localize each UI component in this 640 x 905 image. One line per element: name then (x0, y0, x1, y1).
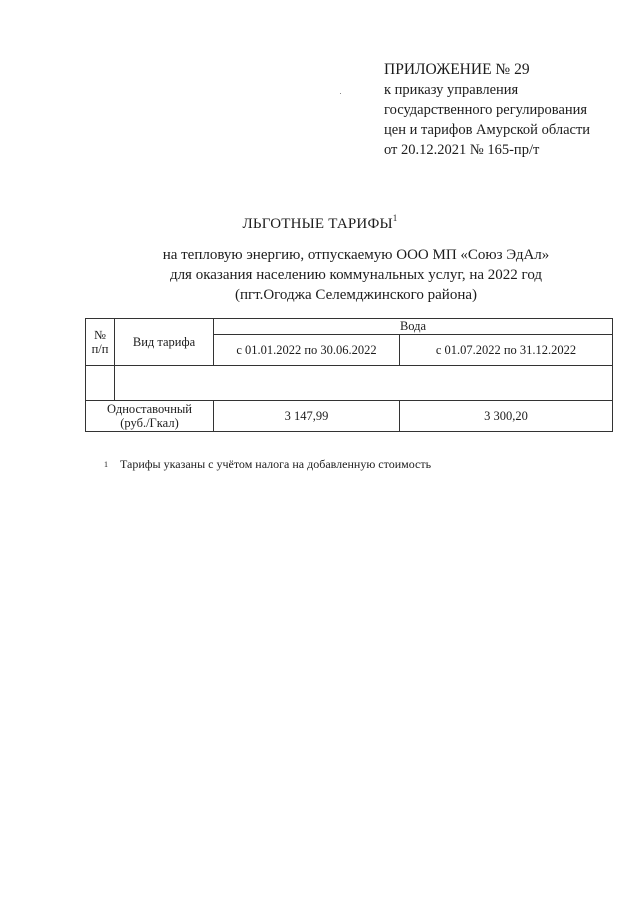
tariff-table (85, 318, 613, 432)
appendix-line: государственного регулирования (384, 102, 588, 118)
appendix-title: ПРИЛОЖЕНИЕ № 29 (384, 61, 530, 78)
document-subtitle (0, 245, 640, 305)
group-header-water: Вода (214, 319, 613, 335)
col-number-header (86, 319, 115, 366)
table-cell-empty (115, 366, 613, 401)
footnote-text: Тарифы указаны с учётом налога на добавленную стоимость (120, 457, 432, 471)
period-header: с 01.07.2022 по 31.12.2022 (400, 335, 613, 366)
period-header: с 01.01.2022 по 30.06.2022 (214, 335, 400, 366)
col-number-text: № п/п (91, 328, 109, 356)
subtitle-line: (пгт.Огоджа Селемджинского района) (234, 287, 478, 303)
tariff-type-name: Одноставочный (107, 402, 192, 416)
scan-speck (340, 93, 341, 94)
footnote-mark: 1 (104, 460, 108, 469)
col-type-header: Вид тарифа (115, 319, 214, 366)
table-cell-empty (86, 366, 115, 401)
heading-footnote-mark: 1 (392, 213, 398, 223)
subtitle-line: для оказания населению коммунальных услуг, на 2022 год (169, 267, 543, 283)
footnote (104, 457, 431, 472)
appendix-block (384, 60, 590, 160)
document-heading (0, 213, 640, 233)
tariff-type-cell (86, 401, 214, 432)
tariff-value-cell: 3 300,20 (400, 401, 613, 432)
heading-title: ЛЬГОТНЫЕ ТАРИФЫ (242, 216, 393, 232)
appendix-line: цен и тарифов Амурской области (384, 122, 591, 138)
subtitle-line: на тепловую энергию, отпускаемую ООО МП «Союз ЭдАл» (162, 247, 550, 263)
table-row (86, 401, 613, 432)
tariff-value-cell: 3 147,99 (214, 401, 400, 432)
appendix-line: к приказу управления (384, 82, 519, 98)
appendix-line: от 20.12.2021 № 165-пр/т (384, 142, 540, 158)
tariff-type-unit: (руб./Гкал) (120, 416, 179, 430)
